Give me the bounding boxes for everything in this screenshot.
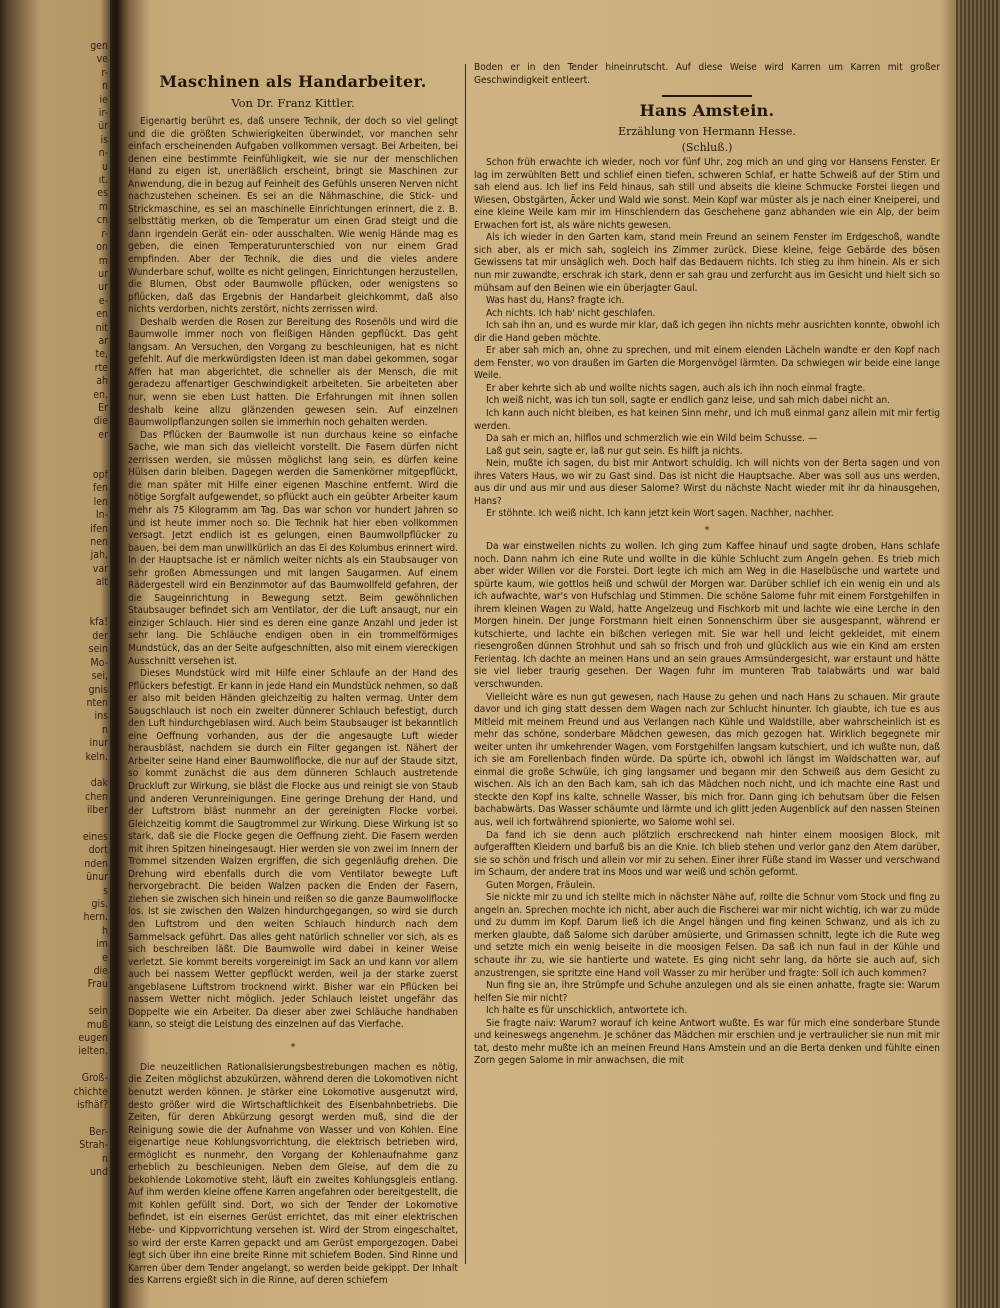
story-paragraph: Da sah er mich an, hilflos und schmerzlich wie ein Wild beim Schusse. — xyxy=(486,433,818,445)
left-page-fragment: ins xyxy=(94,710,108,723)
left-page-fragment xyxy=(8,818,108,831)
left-page-fragment: inur xyxy=(89,737,108,750)
left-page-fragment: er xyxy=(98,428,108,441)
story-paragraph: Sie fragte naiv: Warum? worauf ich keine Antwort wußte. Es war für mich eine sonderbare Stunde und keineswegs angenehm. Je schöner das Mädchen mir erschien und je vertraulicher sie nun mit mir tat, desto mehr mußte ich an meinen Freund Hans Amstein und an die Berta denken und fühlte einen Zorn gegen Salome in mir anwachsen, die mit xyxy=(474,1017,940,1067)
left-page-fragment: nten xyxy=(86,696,108,709)
story-paragraph: Vielleicht wäre es nun gut gewesen, nach Hause zu gehen und nach Hans zu schauen. Mir graute davor und ich ging statt dessen dem Wagen nach zur Schlucht hinunter. Ich glaubte, ich tue es aus Mitleid mit meinem Freund und aus Verlangen nach Kühle und Waldstille, aber wahrscheinlich ist es mehr das schöne, sonderbare Mädchen gewesen, das mich gezogen hat. Wirklich begegnete mir weiter unten ihr umkehrender Wagen, vom Forstgehilfen langsam kutschiert, und ich wußte nun, daß ich sie am Forellenbach finden würde. Da spürte ich, obwohl ich längst im Waldschatten war, auf einmal die große Schwüle, ich ging langsamer und begann mir den Schweiß aus dem Gesicht zu wischen. Als ich an den Bach kam, sah ich das Mädchen noch nicht, und ich machte eine Rast und steckte den Kopf ins kalte, schnelle Wasser, bis mich fror. Dann ging ich behutsam über die Felsen bachabwärts. Das Wasser schäumte und lärmte und ich glitt jeden Augenblick auf den nassen Steinen aus, weil ich fortwährend spionierte, wo Salome wohl sei. xyxy=(474,691,940,828)
left-page-fragment: is xyxy=(100,133,108,146)
left-page-fragment: kfa! xyxy=(89,616,108,629)
story-separator: * xyxy=(704,525,710,536)
left-page-fragment: eines xyxy=(82,830,108,843)
article-paragraph: Die neuzeitlichen Rationalisierungsbestrebungen machen es nötig, die Zeiten möglichst abzukürzen, während deren die Lokomotiven nicht benutzt werden können. Je stärker eine Lokomotive ausgenutzt wird, desto größer wird die Wirtschaftlichkeit des Eisenbahnbetriebs. Die Zeiten, für deren Abkürzung gesorgt werden muß, sind die der Reinigung sowie die der Aufnahme von Wasser und von Kohlen. Eine eigenartige neue Kohlungsvorrichtung, die elektrisch betrieben wird, ermöglicht es nunmehr, den Vorgang der Kohlenaufnahme ganz erheblich zu beschleunigen. Neben dem Gleise, auf dem die zu bekohlende Lokomotive steht, läuft ein zweites Kohlungsgleis entlang. Auf ihm werden kleine offene Karren angefahren oder bereitgestellt, die mit Kohlen gefüllt sind. Dort, wo sich der Tender der Lokomotive befindet, ist ein eisernes Gerüst errichtet, das mit einer elektrischen Hebe- und Kippvorrichtung versehen ist. Wird der Strom eingeschaltet, so wird der erste Karren gepackt und am Gerüst emporgezogen. Dabei legt sich über ihn eine breite Rinne mit schiefem Boden. Sind Rinne und Karren über dem Tender angelangt, so werden beide gekippt. Der Inhalt des Karrens ergießt sich in die Rinne, auf deren schiefem xyxy=(128,1061,458,1287)
left-page-fragment: ifen xyxy=(90,522,108,535)
section-separator: * xyxy=(290,1042,296,1053)
left-page-fragment: m xyxy=(98,200,108,213)
newspaper-page xyxy=(128,62,940,1287)
title-rule xyxy=(662,95,752,97)
story-paragraph: Was hast du, Hans? fragte ich. xyxy=(486,295,625,307)
left-page-fragment: isfhäf? xyxy=(77,1099,108,1112)
story-paragraph: Er aber sah mich an, ohne zu sprechen, und mit einem elenden Lächeln wandte er den Kopf nach dem Fenster, wo von draußen im Garten die Morgenvögel lärmten. Da schwiegen wir beide eine lange Weile. xyxy=(474,345,940,382)
left-page-fragment: keln. xyxy=(85,750,108,763)
left-page-fragment: e xyxy=(102,951,108,964)
left-page-fragment: die xyxy=(93,965,108,978)
left-page-fragment: r- xyxy=(101,66,108,79)
left-page-fragment: Ber- xyxy=(89,1125,108,1138)
story-paragraph: Sie nickte mir zu und ich stellte mich in nächster Nähe auf, rollte die Schnur vom Stock und fing zu angeln an. Sprechen mochte ich nicht, aber auch die Fischerei war mir nicht wichtig, ich war zu müde und zu dumm im Kopf. Darum ließ ich die Angel hängen und fing keinen Schwanz, und als ich zu merken glaubte, daß Salome sich darüber amüsierte, und Grimassen schnitt, legte ich die Rute weg und setzte mich ein wenig beiseite in die moosigen Felsen. Da saß ich nun faul in der Kühle und schaute ihr zu, wie sie hantierte und watete. Es ging nicht sehr lang, da hörte sie auch auf, sich anzustrengen, sie spritzte eine Hand voll Wasser zu mir herüber und fragte: Soll ich auch kommen? xyxy=(474,892,940,979)
story-byline: Erzählung von Hermann Hesse. xyxy=(618,125,796,139)
left-page-fragment: var xyxy=(92,562,108,575)
story-paragraph: Ach nichts. Ich hab' nicht geschlafen. xyxy=(486,307,656,319)
left-page-fragment xyxy=(8,442,108,455)
left-page-fragment: hern. xyxy=(83,911,108,924)
article-title: Maschinen als Handarbeiter. xyxy=(159,72,427,91)
left-page-fragment: Mo- xyxy=(90,656,108,669)
story-part: (Schluß.) xyxy=(681,141,733,155)
left-page-fragment: cn xyxy=(96,214,108,227)
left-page-fragment: jah, xyxy=(90,549,108,562)
left-page-fragment: r- xyxy=(101,227,108,240)
left-page-fragment: sein xyxy=(88,1005,108,1018)
left-page-fragment: nen xyxy=(90,536,108,549)
article-paragraph: Das Pflücken der Baumwolle ist nun durchaus keine so einfache Sache, wie man sich das vielleicht vorstellt. Die Fasern dürfen nicht zerrissen werden, sie müssen möglichst lang sein, es dürfen keine Hülsen darin bleiben. Dagegen werden die Samenkörner mitgepflückt, die man später mit Hilfe einer eigenen Maschine entfernt. Wird die nötige Sorgfalt aufgewendet, so pflückt auch ein geübter Arbeiter kaum mehr als 75 Kilogramm am Tag. Das war schon vor hundert Jahren so und ist heute immer noch so. Die Technik hat hier eben vollkommen versagt. Jetzt endlich ist es gelungen, einen Baumwollpflücker zu bauen, bei dem man unwillkürlich an das Ei des Kolumbus erinnert wird. In der Hauptsache ist er nämlich weiter nichts als ein Staubsauger von sehr großen Abmessungen und mit langen Saugarmen. Auf einem Rädergestell wird ein Benzinmotor auf das Baumwollfeld gefahren, der die Saugeinrichtung in Bewegung setzt. Beim gewöhnlichen Staubsauger befindet sich am Ventilator, der die Luft ansaugt, nur ein einziger Schlauch. Hier sind es deren eine ganze Anzahl und jeder ist sehr lang. Die Schläuche endigen oben in ein trommelförmiges Mundstück, das an der Seite aufgeschnitten, also mit einem viereckigen Ausschnitt versehen ist. xyxy=(128,429,458,667)
story-body-continued xyxy=(474,541,940,1068)
story-paragraph: Als ich wieder in den Garten kam, stand mein Freund an seinem Fenster im Erdgeschoß, wandte sich aber, als er mich sah, sogleich ins Zimmer zurück. Diese kleine, feige Gebärde des bösen Gewissens tat mir unsäglich weh. Doch half das Bedauern nichts. Ich stieg zu ihm hinein. Als er sich nun mir zuwandte, erschrak ich stark, denn er sah grau und zerfurcht aus im Gesicht und hielt sich so mühsam auf den Beinen wie ein überjagter Gaul. xyxy=(474,232,940,294)
story-paragraph: Ich halte es für unschicklich, antwortete ich. xyxy=(486,1005,688,1017)
left-page-fragment: dak xyxy=(90,777,108,790)
left-page-fragment xyxy=(8,764,108,777)
left-page-fragment: sein xyxy=(88,643,108,656)
left-page-fragment: gen xyxy=(90,40,108,52)
story-paragraph: Laß gut sein, sagte er, laß nur gut sein. Es hilft ja nichts. xyxy=(486,445,743,457)
story-paragraph: Ich kann auch nicht bleiben, es hat keinen Sinn mehr, und ich muß einmal ganz allein mit mir fertig werden. xyxy=(474,408,940,432)
left-page-fragment: dort xyxy=(88,844,108,857)
left-page-fragment: opf xyxy=(92,469,108,481)
left-page-fragment: n xyxy=(102,1152,108,1165)
left-page-fragment: ie xyxy=(99,93,108,106)
left-page-fragment: chen xyxy=(85,790,108,803)
left-page-fragment: en. xyxy=(93,388,108,401)
article-body-rail xyxy=(128,1062,458,1287)
left-page-fragment: on xyxy=(96,241,108,254)
left-page-fragment: m xyxy=(98,254,108,267)
left-page-fragment: ar xyxy=(98,334,108,347)
left-page-fragment: ur xyxy=(98,281,108,294)
left-page-fragment: nden xyxy=(84,857,108,870)
left-page-fragment: ur xyxy=(98,267,108,280)
column-divider xyxy=(465,64,466,1264)
article-author: Von Dr. Franz Kittler. xyxy=(231,96,355,110)
left-page-fragment: gnis xyxy=(88,683,108,696)
story-paragraph: Guten Morgen, Fräulein. xyxy=(486,879,596,891)
left-page-fragment xyxy=(8,603,108,616)
story-paragraph: Ich weiß nicht, was ich tun soll, sagte er endlich ganz leise, und sah mich dabei nicht an. xyxy=(486,395,891,407)
left-page-fragment: ilber xyxy=(87,804,108,817)
left-page-fragment: e- xyxy=(98,294,108,307)
left-column xyxy=(128,62,458,1287)
left-page-fragment: muß xyxy=(86,1018,108,1031)
story-paragraph: Da fand ich sie denn auch plötzlich erschreckend nah hinter einem moosigen Block, mit aufgerafften Kleidern und barfuß bis an die Knie. Ich blieb stehen und verlor ganz den Atem darüber, sie so schön und frisch und allein vor mir zu sehen. Einer ihrer Füße stand im Wasser und verschwand im Schaum, der andere trat ins Moos und war weiß und schön geformt. xyxy=(474,829,940,879)
left-page-fragment: nit xyxy=(95,321,108,334)
story-paragraph: Nein, mußte ich sagen, du bist mir Antwort schuldig. Ich will nichts von der Berta sagen und von ihres Vaters Haus, wo wir zu Gast sind. Das ist nicht die Hauptsache. Aber was soll aus uns werden, aus dir und aus mir und aus dieser Salome? Wirst du nächste Nacht wieder mit ihr da hinausgehen, Hans? xyxy=(474,458,940,507)
left-page-fragment: s xyxy=(103,884,108,897)
left-page-fragment: im xyxy=(96,938,108,951)
article-paragraph: Deshalb werden die Rosen zur Bereitung des Rosenöls und wird die Baumwolle immer noch von fleißigen Händen gepflückt. Das geht langsam. An Versuchen, den Vorgang zu beschleunigen, hat es nicht gefehlt. Auf die merkwürdigsten Ideen ist man dabei gekommen, sogar Affen hat man abgerichtet, die schneller als der Mensch, die mit geradezu affenartiger Geschwindigkeit arbeiteten. Sie arbeiteten aber nur, wenn sie eben Lust hatten. Die Erfahrungen mit ihnen sollen deshalb keine allzu glänzenden gewesen sein. Auf einzelnen Baumwollpflanzungen sollen sie immerhin noch gehalten werden. xyxy=(128,316,458,429)
article-continuation: Boden er in den Tender hineinrutscht. Auf diese Weise wird Karren um Karren mit großer Geschwindigkeit entleert. xyxy=(474,62,940,86)
story-paragraph: Da war einstweilen nichts zu wollen. Ich ging zum Kaffee hinauf und sagte droben, Hans schlafe noch. Dann nahm ich eine Rute und wollte in die kühle Schlucht zum Angeln gehen. Es trieb mich aber wider Willen vor die Forstei. Dort legte ich mich am Weg in die Haselbüsche und wartete und spürte kaum, wie gottlos heiß und schwül der Morgen war. Darüber schlief ich ein wenig ein und als ich aufwachte, war's von Hufschlag und Stimmen. Die schöne Salome fuhr mit einem Forstgehilfen in ihrem kleinen Wagen zu Wald, hatte Angelzeug und Fischkorb mit und lachte wie eine Lerche in den Morgen hinein. Der junge Forstmann hielt einen Sonnenschirm über sie ausgespannt, während er kutschierte, und lachte ein bißchen verlegen mit. Sie war hell und leicht gekleidet, mit einem riesengroßen dünnen Strohhut und sah so frisch und froh und glücklich aus wie ein Kind am ersten Ferientag. Ich dachte an meinen Hans und an sein graues Armsündergesicht, war erstaunt und hätte sie viel lieber traurig gesehen. Der Wagen fuhr im munteren Trab talabwärts und war bald verschwunden. xyxy=(474,540,940,690)
left-page-fragment: der xyxy=(92,629,108,642)
left-page-fragment: ıt. xyxy=(98,174,108,187)
left-page-fragment: n xyxy=(102,723,108,736)
left-page-fragment: und xyxy=(90,1166,108,1179)
left-page-fragment: eugen xyxy=(78,1032,108,1045)
left-page-fragment: u xyxy=(102,160,108,173)
left-page-fragment: alt xyxy=(95,576,108,589)
left-page-fragment: ve xyxy=(96,53,108,66)
page-edges xyxy=(956,0,1000,1308)
left-page-fragment: Er xyxy=(98,401,108,414)
story-paragraph: Er stöhnte. Ich weiß nicht. Ich kann jetzt kein Wort sagen. Nachher, nachher. xyxy=(486,508,834,520)
left-page-fragment xyxy=(8,1059,108,1072)
story-title: Hans Amstein. xyxy=(639,101,775,121)
left-page-fragment: In- xyxy=(95,509,108,522)
left-page-fragment: ah xyxy=(96,375,108,388)
left-page-fragment: Frau xyxy=(87,978,108,991)
left-page-fragment: ielten. xyxy=(78,1045,108,1058)
left-page-fragment: en xyxy=(96,308,108,321)
left-page-fragment: die xyxy=(93,415,108,428)
story-paragraph: Er aber kehrte sich ab und wollte nichts sagen, auch als ich ihn noch einmal fragte. xyxy=(486,382,866,394)
story-paragraph: Nun fing sie an, ihre Strümpfe und Schuhe anzulegen und als sie einen anhatte, fragte sie: Warum helfen Sie mir nicht? xyxy=(474,980,940,1004)
left-page-fragment: ir- xyxy=(98,107,108,120)
left-page-fragment: ünur xyxy=(86,871,108,884)
left-page-fragment xyxy=(8,992,108,1005)
left-page-fragment: fen xyxy=(92,482,108,495)
book-spine xyxy=(110,0,128,1308)
right-column xyxy=(474,62,940,1287)
left-page-fragment: gis. xyxy=(91,898,108,910)
left-page-fragment xyxy=(8,1113,108,1126)
left-page-fragment: te, xyxy=(95,348,108,361)
article-body xyxy=(128,116,458,1032)
left-page-fragment: n- xyxy=(98,147,108,160)
left-page-fragment: chichte xyxy=(73,1085,108,1098)
left-page-fragment: len xyxy=(93,495,108,508)
left-page-fragment: Strah- xyxy=(79,1139,108,1152)
article-paragraph: Dieses Mundstück wird mit Hilfe einer Schlaufe an der Hand des Pflückers befestigt. Er kann in jede Hand ein Mundstück nehmen, so daß er also mit beiden Händen gleichzeitig zu halten vermag. Unter dem Saugschlauch ist noch ein zweiter dünnerer Schlauch befestigt, durch den Luft hindurchgeblasen wird. Auch beim Staubsauger ist bekanntlich eine Oeffnung vorhanden, aus der die angesaugte Luft wieder herausbläst, nachdem sie durch ein Filter gegangen ist. Nähert der Arbeiter seine Hand einer Baumwollflocke, die nur auf der Staude sitzt, so kommt zunächst die aus dem dünneren Schlauch austretende Druckluft zur Wirkung, sie bläst die Flocke aus und reinigt sie von Staub und anderen Verunreinigungen. Eine geringe Drehung der Hand, und der Luftstrom bläst nunmehr an der gereinigten Flocke vorbei. Gleichzeitig kommt die Saugtrommel zur Wirkung. Diese Wirkung ist so stark, daß sie die Flocke gegen die Oeffnung zieht. Die Fasern werden mit ihren Spitzen hineingesaugt. Hier werden sie von zwei im Innern der Trommel sitzenden Walzen ergriffen, die sich gegenläufig drehen. Die Drehung wird ebenfalls durch die vom Ventilator bewegte Luft hervorgebracht. Die beiden Walzen packen die Enden der Fasern, ziehen sie zwischen sich hinein und reißen so die ganze Baumwollflocke los. Ist sie zwischen den Walzen hindurchgegangen, so wird sie durch den Luftstrom und den weiten Schlauch hindurch nach dem Sammelsack geführt. Das alles geht natürlich schneller vor sich, als es sich beschreiben läßt. Die Baumwolle wird dabei in keiner Weise verletzt. Sie kommt bereits vorgereinigt im Sack an und kann vor allem auch bei nassem Wetter gepflückt werden, weil ja der starke zuerst angeblasene Luftstrom trocknend wirkt. Bisher war ein Pflücken bei nassem Wetter nicht möglich. Jeder Schlauch leistet ungefähr das Doppelte wie ein Arbeiter. Da dieser aber zwei Schläuche handhaben kann, so steigt die Leistung des einzelnen auf das Vierfache. xyxy=(128,668,458,1031)
story-paragraph: Schon früh erwachte ich wieder, noch vor fünf Uhr, zog mich an und ging vor Hansens Fenster. Er lag im zerwühlten Bett und schlief einen tiefen, schweren Schlaf, er hatte Schweiß auf der Stirn und sah elend aus. Ich lief ins Feld hinaus, sah still und abseits die kleine Schmucke Forstei liegen und Wiesen, Obstgärten, Äcker und Wald wie sonst. Mein Kopf war müster als je nach einer Kneiperei, und eine kleine Weile kam mir im Hinschlendern das Geschehene ganz abhanden wie ein Alp, der beim Erwachen fort ist, als wäre nichts gewesen. xyxy=(474,157,940,231)
story-body xyxy=(474,157,940,521)
article-paragraph: Eigenartig berührt es, daß unsere Technik, der doch so viel gelingt und die die größten Schwierigkeiten überwindet, vor manchen sehr einfach erscheinenden Aufgaben vollkommen versagt. Bei Arbeiten, bei denen eine bestimmte Feinfühligkeit, wie sie nur der menschlichen Hand zu eigen ist, unerläßlich erscheint, bringt sie Maschinen zur Anwendung, die in bezug auf Feinheit des Gefühls unseren Nerven nicht nachzustehen scheinen. Es sei an die Nähmaschine, die Stick- und Strickmaschine, es sei an maschinelle Einrichtungen erinnert, die z. B. selbsttätig merken, ob die Temperatur um einen Grad steigt und die dann irgendein Gerät ein- oder ausschalten. Wie wenig Hände mag es geben, die einen Temperaturunterschied von nur einem Grad empfinden. Aber der Technik, die dies und die vieles andere Wunderbare schuf, wollte es nicht gelingen, Einrichtungen herzustellen, die Blumen, Obst oder Baumwolle pflücken, oder wenigstens so pflücken, daß das Ergebnis der Handarbeit gleichkommt, daß also nichts verdorben, nichts zerstört, nichts zerrissen wird. xyxy=(128,116,458,316)
left-page-fragment: sei, xyxy=(91,670,108,683)
left-page-fragment: n xyxy=(102,80,108,93)
left-page-fragment: Groß- xyxy=(81,1072,108,1085)
left-page-fragment xyxy=(8,456,108,469)
left-page-fragment: ür xyxy=(98,120,108,133)
story-paragraph: Ich sah ihn an, und es wurde mir klar, daß ich gegen ihn nichts mehr ausrichten konnte, obwohl ich dir die Hand geben möchte. xyxy=(474,320,940,344)
left-page-fragment: es xyxy=(97,187,108,200)
left-page-fragment xyxy=(8,590,108,603)
left-page-fragment: rte xyxy=(94,361,108,374)
left-page-edge xyxy=(8,40,108,1290)
left-page-fragment: h xyxy=(102,924,108,937)
